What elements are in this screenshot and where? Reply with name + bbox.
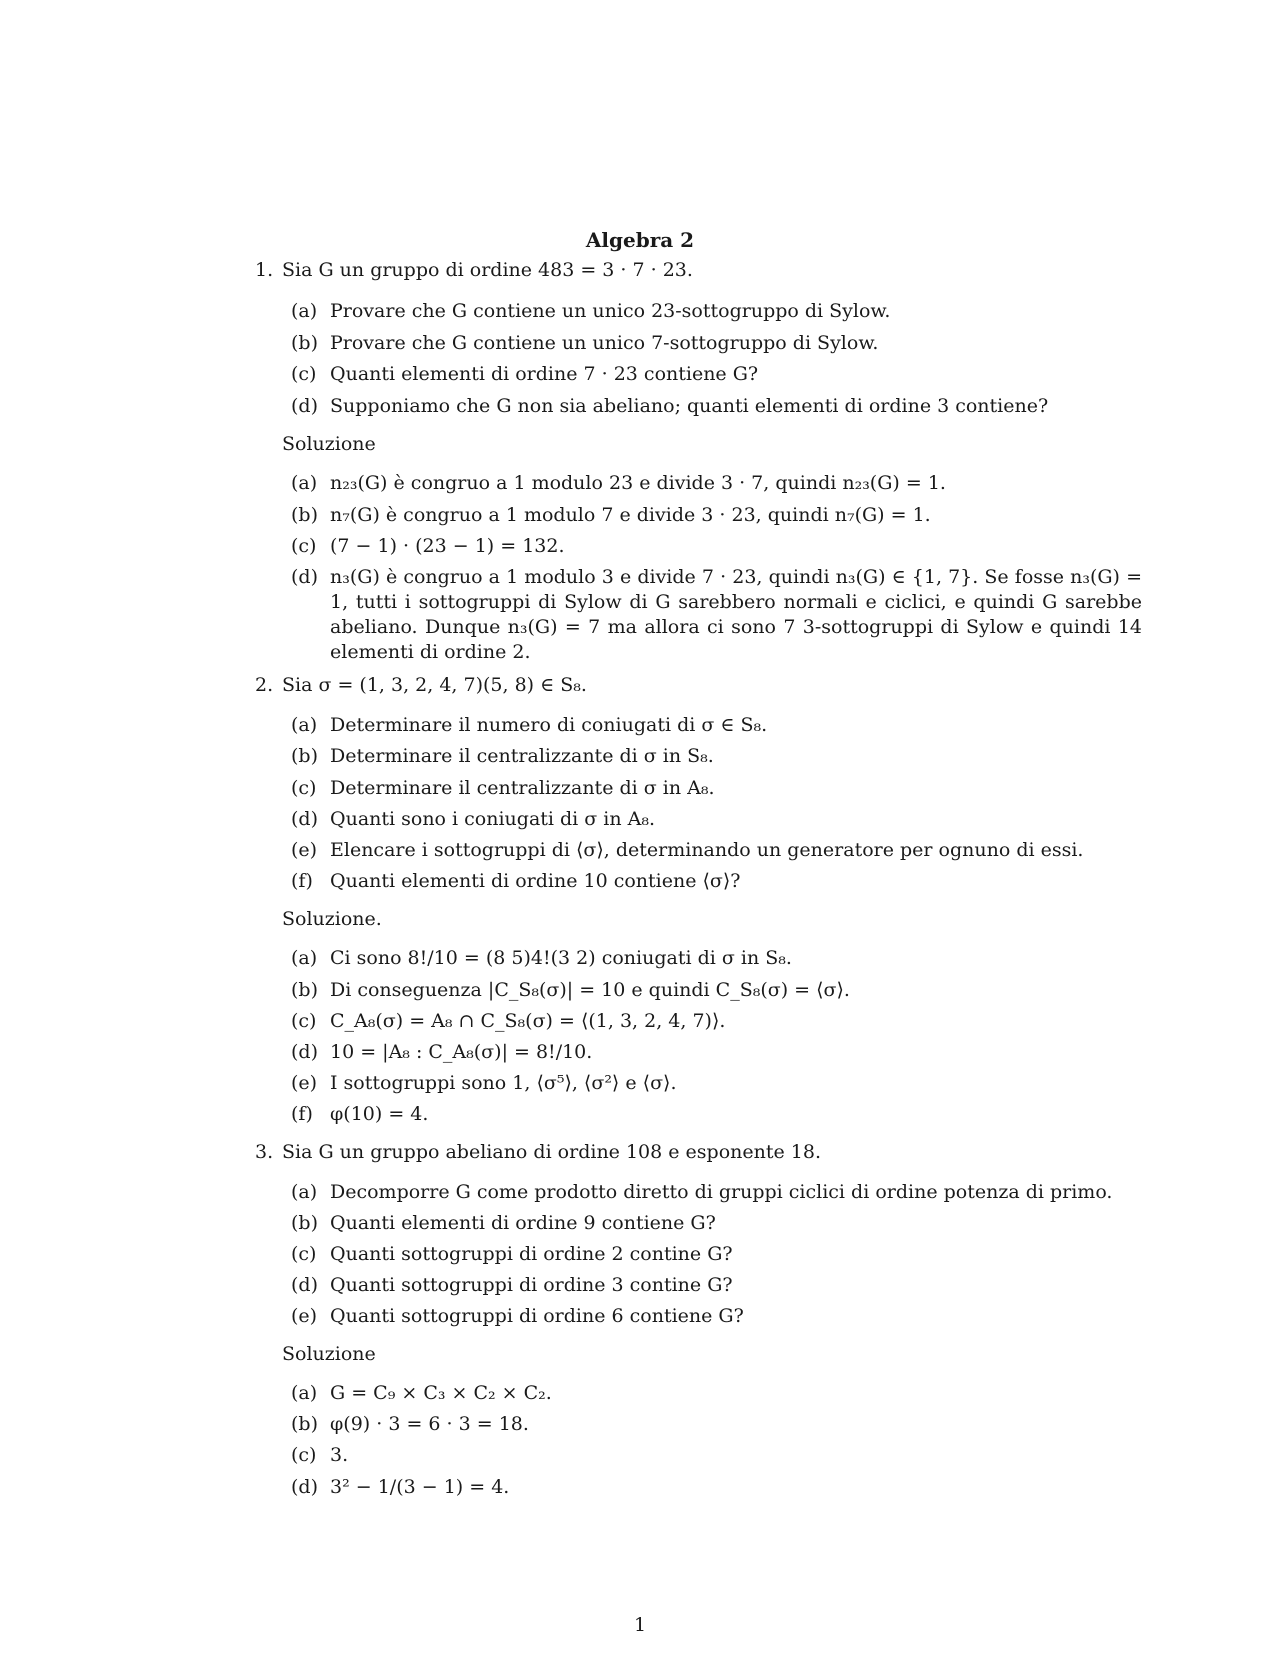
item-label: (b) <box>291 979 318 1001</box>
item-text: Elencare i sottogruppi di ⟨σ⟩, determinando un generatore per ognuno di essi. <box>330 839 1084 861</box>
problem-statement: Sia G un gruppo di ordine 483 = 3 · 7 · 23. <box>282 259 693 281</box>
item-label: (a) <box>291 472 318 494</box>
item-text: Di conseguenza |C_S₈(σ)| = 10 e quindi C_S₈(σ) = ⟨σ⟩. <box>330 979 850 1001</box>
item-label: (e) <box>291 1072 318 1094</box>
item-text: G = C₉ × C₃ × C₂ × C₂. <box>330 1382 552 1404</box>
solution-heading: Soluzione <box>282 433 376 455</box>
item-label: (a) <box>291 714 318 736</box>
item-text: Quanti elementi di ordine 9 contiene G? <box>330 1212 716 1234</box>
item-label: (d) <box>291 1476 318 1498</box>
item-label: (f) <box>291 870 313 892</box>
item-label: (b) <box>291 1212 318 1234</box>
item-label: (a) <box>291 300 318 322</box>
item-label: (d) <box>291 395 318 417</box>
solution-heading: Soluzione. <box>282 908 382 930</box>
problem-number: 1. <box>255 259 274 281</box>
item-label: (e) <box>291 1305 318 1327</box>
item-label: (d) <box>291 1041 318 1063</box>
item-label: (b) <box>291 1413 318 1435</box>
item-label: (d) <box>291 808 318 830</box>
page-number: 1 <box>633 1614 647 1636</box>
item-text: Quanti elementi di ordine 7 · 23 contiene G? <box>330 363 759 385</box>
item-label: (c) <box>291 1243 317 1265</box>
item-text: Provare che G contiene un unico 23-sottogruppo di Sylow. <box>330 300 891 322</box>
item-text: n₇(G) è congruo a 1 modulo 7 e divide 3 · 23, quindi n₇(G) = 1. <box>330 504 931 526</box>
item-text: C_A₈(σ) = A₈ ∩ C_S₈(σ) = ⟨(1, 3, 2, 4, 7)⟩. <box>330 1010 726 1032</box>
item-text: Quanti sottogruppi di ordine 2 contine G? <box>330 1243 733 1265</box>
item-label: (c) <box>291 535 317 557</box>
item-text: 3² − 1/(3 − 1) = 4. <box>330 1476 510 1498</box>
item-label: (b) <box>291 504 318 526</box>
item-label: (f) <box>291 1103 313 1125</box>
item-text: n₂₃(G) è congruo a 1 modulo 23 e divide 3 · 7, quindi n₂₃(G) = 1. <box>330 472 946 494</box>
item-text: 3. <box>330 1444 349 1466</box>
item-text: φ(10) = 4. <box>330 1103 429 1125</box>
item-text: Quanti elementi di ordine 10 contiene ⟨σ⟩? <box>330 870 741 892</box>
item-text: Quanti sottogruppi di ordine 6 contiene G? <box>330 1305 744 1327</box>
item-text: Provare che G contiene un unico 7-sottogruppo di Sylow. <box>330 332 879 354</box>
item-label: (d) <box>291 566 318 588</box>
problem-statement: Sia G un gruppo abeliano di ordine 108 e esponente 18. <box>282 1141 822 1163</box>
item-text: Supponiamo che G non sia abeliano; quanti elementi di ordine 3 contiene? <box>330 395 1049 417</box>
item-text: Ci sono 8!/10 = (8 5)4!(3 2) coniugati di σ in S₈. <box>330 947 792 969</box>
item-text: Determinare il numero di coniugati di σ ∈ S₈. <box>330 714 768 736</box>
item-text: Quanti sono i coniugati di σ in A₈. <box>330 808 656 830</box>
item-label: (a) <box>291 1382 318 1404</box>
item-text: Quanti sottogruppi di ordine 3 contine G? <box>330 1274 733 1296</box>
item-label: (c) <box>291 363 317 385</box>
document-title: Algebra 2 <box>585 228 695 252</box>
item-label: (a) <box>291 947 318 969</box>
item-label: (c) <box>291 1010 317 1032</box>
item-label: (b) <box>291 332 318 354</box>
item-label: (e) <box>291 839 318 861</box>
item-text: Determinare il centralizzante di σ in A₈. <box>330 777 715 799</box>
solution-heading: Soluzione <box>282 1343 376 1365</box>
item-text: (7 − 1) · (23 − 1) = 132. <box>330 535 565 557</box>
item-text: n₃(G) è congruo a 1 modulo 3 e divide 7 · 23, quindi n₃(G) ∈ {1, 7}. Se fosse n₃(G) = 1, tutti i sottogruppi di Sylow di G sarebbero normali e ciclici, e quindi G sarebbe abeliano. Dunque n₃(G) = 7 ma allora ci sono 7 3-sottogruppi di Sylow e quindi 14 elementi di ordine 2. <box>330 566 1142 663</box>
item-text: 10 = |A₈ : C_A₈(σ)| = 8!/10. <box>330 1041 593 1063</box>
item-label: (c) <box>291 777 317 799</box>
item-label: (b) <box>291 745 318 767</box>
item-text: Determinare il centralizzante di σ in S₈. <box>330 745 714 767</box>
item-label: (a) <box>291 1181 318 1203</box>
problem-number: 3. <box>255 1141 274 1163</box>
item-text: φ(9) · 3 = 6 · 3 = 18. <box>330 1413 529 1435</box>
item-label: (c) <box>291 1444 317 1466</box>
item-text: Decomporre G come prodotto diretto di gruppi ciclici di ordine potenza di primo. <box>330 1181 1113 1203</box>
problem-statement: Sia σ = (1, 3, 2, 4, 7)(5, 8) ∈ S₈. <box>282 674 587 696</box>
item-label: (d) <box>291 1274 318 1296</box>
item-text: I sottogruppi sono 1, ⟨σ⁵⟩, ⟨σ²⟩ e ⟨σ⟩. <box>330 1072 677 1094</box>
problem-number: 2. <box>255 674 274 696</box>
